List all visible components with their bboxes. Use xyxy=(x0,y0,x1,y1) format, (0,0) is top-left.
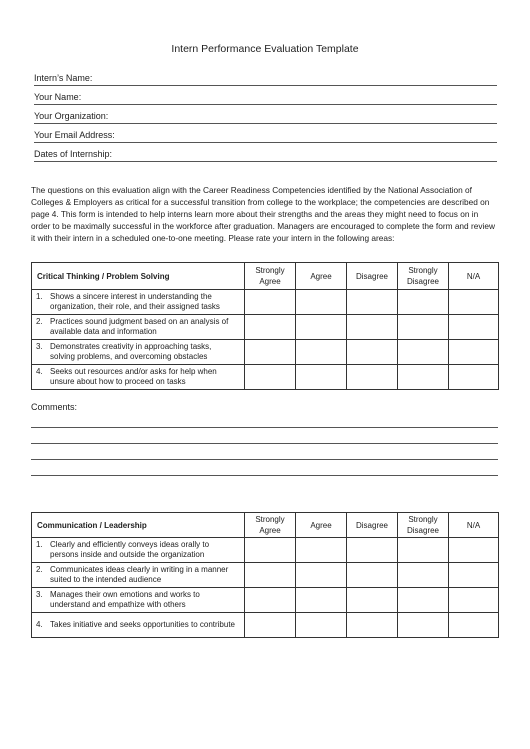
criterion-number: 3. xyxy=(36,342,43,351)
criterion-number: 2. xyxy=(36,317,43,326)
critical-thinking-table xyxy=(31,262,499,390)
rating-cell[interactable] xyxy=(449,613,499,638)
intern-name-field[interactable] xyxy=(34,72,497,86)
rating-cell[interactable] xyxy=(449,290,499,315)
rating-cell[interactable] xyxy=(398,613,449,638)
scale-strongly-disagree: Strongly Disagree xyxy=(398,513,449,538)
criterion xyxy=(32,538,245,563)
criterion-number: 4. xyxy=(36,620,43,629)
criterion-number: 2. xyxy=(36,565,43,574)
criterion-text: Communicates ideas clearly in writing in a manner suited to the intended audience xyxy=(50,565,229,584)
table-header-row xyxy=(32,513,499,538)
scale-strongly-disagree: Strongly Disagree xyxy=(398,263,449,290)
table-header-row xyxy=(32,263,499,290)
rating-cell[interactable] xyxy=(245,340,296,365)
rating-cell[interactable] xyxy=(245,588,296,613)
comment-line[interactable] xyxy=(31,459,498,460)
rating-cell[interactable] xyxy=(245,290,296,315)
scale-disagree: Disagree xyxy=(347,513,398,538)
rating-cell[interactable] xyxy=(296,290,347,315)
organization-label: Your Organization: xyxy=(34,111,109,121)
criterion xyxy=(32,315,245,340)
criterion-text: Takes initiative and seeks opportunities to contribute xyxy=(50,620,235,629)
communication-table xyxy=(31,512,499,638)
section-heading: Critical Thinking / Problem Solving xyxy=(32,263,245,290)
rating-cell[interactable] xyxy=(449,365,499,390)
table-row xyxy=(32,613,499,638)
criterion-text: Manages their own emotions and works to understand and empathize with others xyxy=(50,590,200,609)
rating-cell[interactable] xyxy=(449,340,499,365)
rating-cell[interactable] xyxy=(449,588,499,613)
rating-cell[interactable] xyxy=(347,340,398,365)
criterion-number: 4. xyxy=(36,367,43,376)
rating-cell[interactable] xyxy=(347,613,398,638)
table-row xyxy=(32,538,499,563)
rating-cell[interactable] xyxy=(296,340,347,365)
rating-cell[interactable] xyxy=(398,538,449,563)
rating-cell[interactable] xyxy=(245,365,296,390)
rating-cell[interactable] xyxy=(398,588,449,613)
rating-cell[interactable] xyxy=(296,613,347,638)
scale-agree: Agree xyxy=(296,263,347,290)
rating-cell[interactable] xyxy=(245,613,296,638)
organization-field[interactable] xyxy=(34,110,497,124)
rating-cell[interactable] xyxy=(398,340,449,365)
rating-cell[interactable] xyxy=(245,563,296,588)
criterion xyxy=(32,365,245,390)
rating-cell[interactable] xyxy=(296,563,347,588)
scale-agree: Agree xyxy=(296,513,347,538)
criterion-number: 1. xyxy=(36,292,43,301)
criterion xyxy=(32,563,245,588)
criterion-text: Clearly and efficiently conveys ideas orally to persons inside and outside the organization xyxy=(50,540,210,559)
criterion-number: 1. xyxy=(36,540,43,549)
rating-cell[interactable] xyxy=(347,538,398,563)
rating-cell[interactable] xyxy=(296,365,347,390)
table-row xyxy=(32,340,499,365)
internship-dates-label: Dates of Internship: xyxy=(34,149,113,159)
rating-cell[interactable] xyxy=(347,315,398,340)
rating-cell[interactable] xyxy=(449,538,499,563)
intro-paragraph: The questions on this evaluation align with the Career Readiness Competencies identified by the National Association of Colleges & Employers as critical for a successful transition from college to the workplace; the competencies are described on page 4. This form is intended to help interns learn more about their strengths and the areas they might need to focus on in order to be maximally successful in the workforce after graduation. Managers are encouraged to complete the form and review it with their intern in a scheduled one-to-one meeting. Please rate your intern in the following areas: xyxy=(31,185,495,243)
criterion-text: Demonstrates creativity in approaching tasks, solving problems, and overcoming obstacles xyxy=(50,342,212,361)
rating-cell[interactable] xyxy=(245,538,296,563)
table-row xyxy=(32,290,499,315)
comment-line[interactable] xyxy=(31,427,498,428)
criterion xyxy=(32,340,245,365)
rating-cell[interactable] xyxy=(296,588,347,613)
scale-na: N/A xyxy=(449,513,499,538)
your-name-field[interactable] xyxy=(34,91,497,105)
criterion-text: Seeks out resources and/or asks for help when unsure about how to proceed on tasks xyxy=(50,367,217,386)
scale-strongly-agree: Strongly Agree xyxy=(245,513,296,538)
rating-cell[interactable] xyxy=(347,365,398,390)
criterion-text: Practices sound judgment based on an analysis of available data and information xyxy=(50,317,229,336)
table-row xyxy=(32,563,499,588)
rating-cell[interactable] xyxy=(347,290,398,315)
your-name-label: Your Name: xyxy=(34,92,82,102)
comment-line[interactable] xyxy=(31,443,498,444)
email-field[interactable] xyxy=(34,129,497,143)
criterion-text: Shows a sincere interest in understanding the organization, their role, and their assigned tasks xyxy=(50,292,220,311)
rating-cell[interactable] xyxy=(347,563,398,588)
criterion xyxy=(32,290,245,315)
page-title: Intern Performance Evaluation Template xyxy=(171,43,359,55)
scale-na: N/A xyxy=(449,263,499,290)
rating-cell[interactable] xyxy=(296,538,347,563)
rating-cell[interactable] xyxy=(398,290,449,315)
section-heading: Communication / Leadership xyxy=(32,513,245,538)
table-row xyxy=(32,588,499,613)
rating-cell[interactable] xyxy=(398,563,449,588)
criterion xyxy=(32,613,245,638)
internship-dates-field[interactable] xyxy=(34,148,497,162)
rating-cell[interactable] xyxy=(449,315,499,340)
scale-strongly-agree: Strongly Agree xyxy=(245,263,296,290)
intern-name-label: Intern’s Name: xyxy=(34,73,93,83)
rating-cell[interactable] xyxy=(296,315,347,340)
rating-cell[interactable] xyxy=(347,588,398,613)
rating-cell[interactable] xyxy=(398,315,449,340)
table-row xyxy=(32,365,499,390)
rating-cell[interactable] xyxy=(245,315,296,340)
email-label: Your Email Address: xyxy=(34,130,115,140)
rating-cell[interactable] xyxy=(449,563,499,588)
criterion-number: 3. xyxy=(36,590,43,599)
comments-label: Comments: xyxy=(31,402,78,412)
comment-line[interactable] xyxy=(31,475,498,476)
table-row xyxy=(32,315,499,340)
rating-cell[interactable] xyxy=(398,365,449,390)
scale-disagree: Disagree xyxy=(347,263,398,290)
criterion xyxy=(32,588,245,613)
